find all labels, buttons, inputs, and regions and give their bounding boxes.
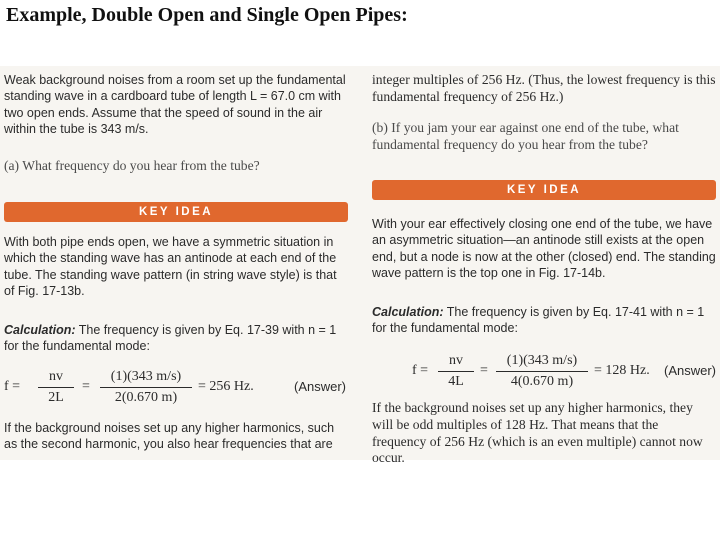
fraction-bar [100,387,192,388]
fraction-numerator: nv [449,353,463,368]
equation-right [372,352,716,392]
followup-text-left: If the background noises set up any higher harmonics, such as the second harmonic, you also hear frequencies that are [4,421,335,452]
key-idea-banner-left: KEY IDEA [4,202,348,222]
problem-intro: Weak background noises from a room set up the fundamental standing wave in a cardboard tube of length L = 67.0 cm with two open ends. Assume that the speed of sound in the air within the tube is 343 m/s. [4,73,346,137]
question-a: (a) What frequency do you hear from the tube? [4,158,260,173]
fraction-denominator: 2L [48,390,64,405]
key-idea-text-left: With both pipe ends open, we have a symmetric situation in which the standing wave has an antinode at each end of the tube. The standing wave pattern (in string wave style) is that of Fig. 17-13b. [4,235,337,299]
equation-result: = 256 Hz. [198,379,254,394]
calculation-label-left: Calculation: [4,323,76,337]
continuation-text: integer multiples of 256 Hz. (Thus, the lowest frequency is this fundamental frequency of 256 Hz.) [372,72,716,104]
key-idea-text-right: With your ear effectively closing one end of the tube, we have an asymmetric situation—an antinode still exists at the open end, but a node is now at the other (closed) end. The standing wave pattern is the top one in Fig. 17-14b. [372,217,716,281]
fraction-bar [496,371,588,372]
equals-sign: = [82,379,90,394]
fraction-numerator: (1)(343 m/s) [506,353,578,368]
fraction-denominator: 2(0.670 m) [114,390,178,405]
fraction-denominator: 4L [448,374,464,389]
calculation-text-right: The frequency is given by Eq. 17-41 with n = 1 for the fundamental mode: [372,305,705,336]
fraction-nv-over-2L [38,368,74,407]
fraction-denominator: 4(0.670 m) [510,374,574,389]
slide-title: Example, Double Open and Single Open Pipes: [6,4,408,26]
answer-tag-right: (Answer) [663,363,716,378]
equation-left [4,368,348,408]
fraction-bar [438,371,474,372]
followup-text-right: If the background noises set up any higher harmonics, they will be odd multiples of 128 Hz. That means that the frequency of 256 Hz (which is an even multiple) cannot now occur. [372,400,703,466]
equation-lhs: f = [4,379,21,394]
fraction-values [496,352,588,391]
fraction-values [100,368,192,407]
answer-tag-left: (Answer) [293,379,346,394]
calculation-label-right: Calculation: [372,305,444,319]
fraction-numerator: (1)(343 m/s) [110,369,182,384]
calculation-text-left: The frequency is given by Eq. 17-39 with n = 1 for the fundamental mode: [4,323,337,354]
question-b: (b) If you jam your ear against one end of the tube, what fundamental frequency do you hear from the tube? [372,120,679,152]
fraction-bar [38,387,74,388]
fraction-numerator: nv [49,369,63,384]
key-idea-banner-right: KEY IDEA [372,180,716,200]
textbook-page [0,66,720,466]
equation-lhs: f = [412,363,429,378]
equation-result: = 128 Hz. [594,363,650,378]
equals-sign: = [480,363,488,378]
fraction-nv-over-4L [438,352,474,391]
